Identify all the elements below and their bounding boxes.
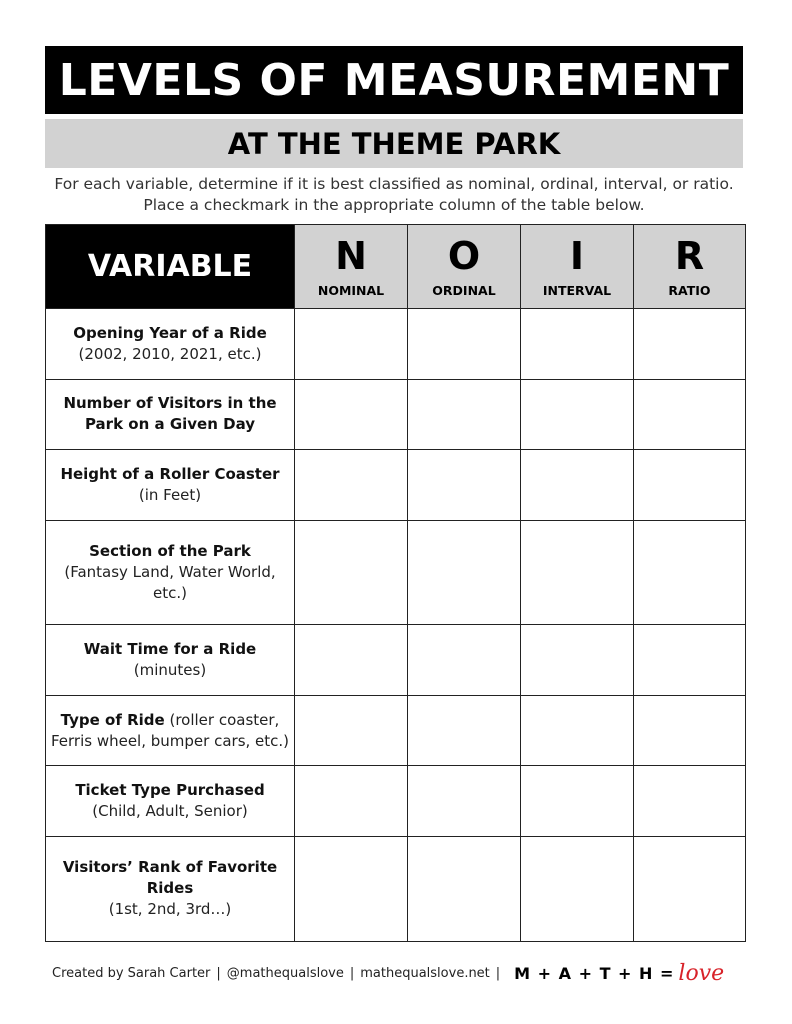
column-header-ordinal <box>408 225 521 309</box>
interval-check-cell[interactable] <box>521 309 634 380</box>
ordinal-check-cell[interactable] <box>408 695 521 766</box>
website-link[interactable]: mathequalslove.net <box>360 965 490 981</box>
variable-cell <box>46 766 295 837</box>
table-row <box>46 379 746 450</box>
variable-name: Ticket Type Purchased <box>75 781 265 800</box>
interval-check-cell[interactable] <box>521 450 634 521</box>
variable-note: (Child, Adult, Senior) <box>92 802 248 821</box>
nominal-check-cell[interactable] <box>295 520 408 625</box>
variable-cell <box>46 379 295 450</box>
table-row <box>46 695 746 766</box>
nominal-check-cell[interactable] <box>295 450 408 521</box>
brand-logo-text: M + A + T + H = <box>514 963 675 983</box>
classification-table <box>45 224 746 942</box>
author-credit: Created by Sarah Carter <box>52 965 211 981</box>
footer-separator: | <box>349 965 355 981</box>
table-row <box>46 450 746 521</box>
column-letter: R <box>674 234 705 278</box>
footer-credits <box>52 958 752 988</box>
nominal-check-cell[interactable] <box>295 836 408 941</box>
variable-cell <box>46 520 295 625</box>
column-label: RATIO <box>668 283 711 298</box>
nominal-check-cell[interactable] <box>295 766 408 837</box>
variable-cell <box>46 625 295 696</box>
table-row <box>46 836 746 941</box>
variable-name: Section of the Park <box>89 541 251 560</box>
column-letter: N <box>335 234 367 278</box>
variable-note: (roller coaster, Ferris wheel, bumper cars, etc.) <box>50 710 290 750</box>
ratio-check-cell[interactable] <box>634 379 746 450</box>
social-handle: @mathequalslove <box>226 965 344 981</box>
column-label: ORDINAL <box>432 283 496 298</box>
variable-cell <box>46 836 295 941</box>
interval-check-cell[interactable] <box>521 836 634 941</box>
ratio-check-cell[interactable] <box>634 309 746 380</box>
ordinal-check-cell[interactable] <box>408 379 521 450</box>
ratio-check-cell[interactable] <box>634 766 746 837</box>
column-label: INTERVAL <box>542 283 612 298</box>
variable-note: (in Feet) <box>138 485 202 504</box>
nominal-check-cell[interactable] <box>295 625 408 696</box>
variable-cell <box>46 309 295 380</box>
ratio-check-cell[interactable] <box>634 836 746 941</box>
variable-name: Height of a Roller Coaster <box>60 464 280 483</box>
column-label: NOMINAL <box>317 283 385 298</box>
ratio-check-cell[interactable] <box>634 520 746 625</box>
nominal-check-cell[interactable] <box>295 379 408 450</box>
ordinal-check-cell[interactable] <box>408 450 521 521</box>
column-header-nominal <box>295 225 408 309</box>
ordinal-check-cell[interactable] <box>408 520 521 625</box>
table-row <box>46 625 746 696</box>
table-row <box>46 309 746 380</box>
ratio-check-cell[interactable] <box>634 625 746 696</box>
variable-name: Type of Ride <box>60 710 165 729</box>
table-row <box>46 520 746 625</box>
footer-separator: | <box>495 965 501 981</box>
interval-check-cell[interactable] <box>521 520 634 625</box>
interval-check-cell[interactable] <box>521 625 634 696</box>
worksheet-subtitle: AT THE THEME PARK <box>45 119 743 168</box>
instructions-text: For each variable, determine if it is best classified as nominal, ordinal, interval, or ratio. Place a checkmark in the appropriate column of the table below. <box>54 175 734 214</box>
footer-separator: | <box>216 965 221 981</box>
variable-name: Number of Visitors in the Park on a Given Day <box>63 394 277 434</box>
interval-check-cell[interactable] <box>521 379 634 450</box>
love-script-logo: love <box>678 960 725 986</box>
variable-column-header: VARIABLE <box>46 225 295 309</box>
ratio-check-cell[interactable] <box>634 695 746 766</box>
variable-note: (Fantasy Land, Water World, etc.) <box>64 562 276 602</box>
worksheet-title: LEVELS OF MEASUREMENT <box>45 46 743 114</box>
nominal-check-cell[interactable] <box>295 695 408 766</box>
ordinal-check-cell[interactable] <box>408 836 521 941</box>
ordinal-check-cell[interactable] <box>408 766 521 837</box>
interval-check-cell[interactable] <box>521 766 634 837</box>
variable-note: (1st, 2nd, 3rd…) <box>108 900 232 919</box>
variable-note: (2002, 2010, 2021, etc.) <box>78 344 262 363</box>
variable-name: Visitors’ Rank of Favorite Rides <box>62 858 278 898</box>
column-header-interval <box>521 225 634 309</box>
variable-name: Wait Time for a Ride <box>83 640 257 659</box>
column-header-ratio <box>634 225 746 309</box>
ratio-check-cell[interactable] <box>634 450 746 521</box>
table-row <box>46 766 746 837</box>
ordinal-check-cell[interactable] <box>408 309 521 380</box>
variable-name: Opening Year of a Ride <box>73 323 267 342</box>
nominal-check-cell[interactable] <box>295 309 408 380</box>
variable-note: (minutes) <box>133 661 207 680</box>
interval-check-cell[interactable] <box>521 695 634 766</box>
table-header-row <box>46 225 746 309</box>
ordinal-check-cell[interactable] <box>408 625 521 696</box>
column-letter: I <box>569 234 585 278</box>
variable-cell <box>46 450 295 521</box>
variable-cell <box>46 695 295 766</box>
column-letter: O <box>447 234 481 278</box>
